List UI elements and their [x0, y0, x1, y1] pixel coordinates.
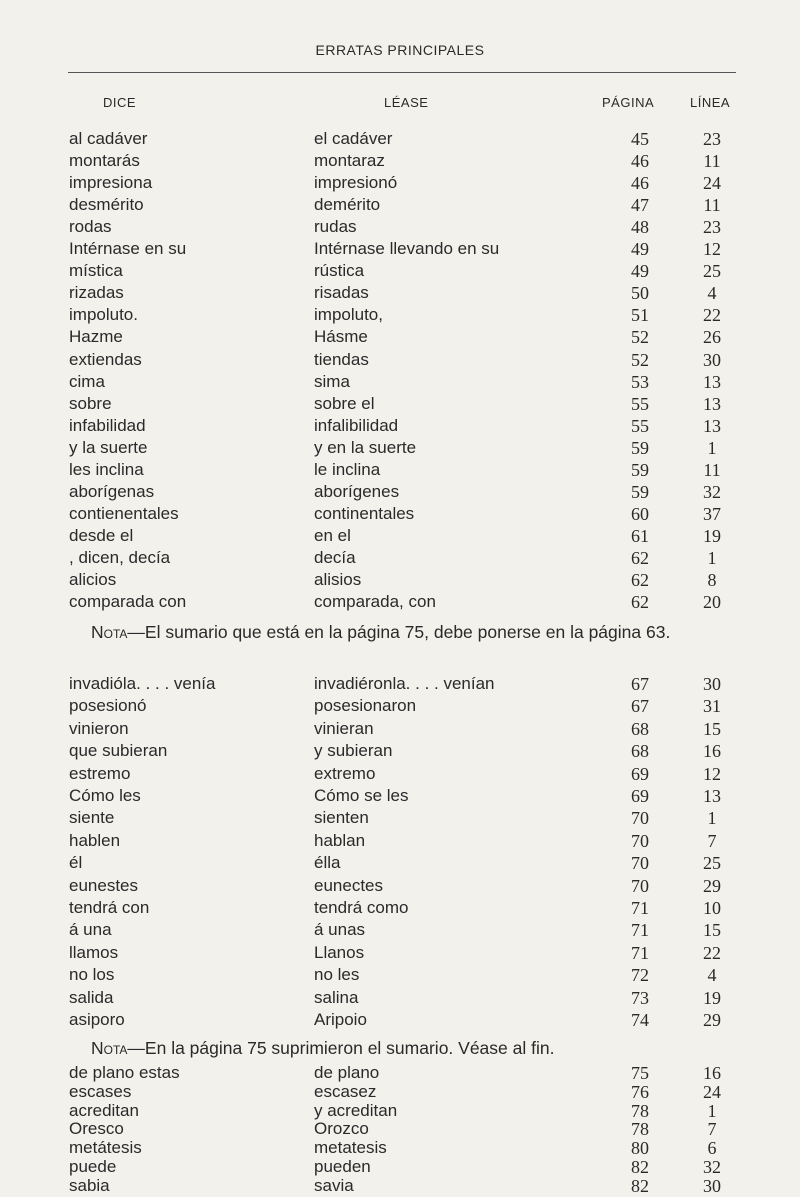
pagina-cell: 73: [631, 987, 649, 1008]
note-label: Nota: [91, 622, 128, 642]
note-text: —En la página 75 suprimieron el sumario. Véase al fin.: [127, 1038, 555, 1058]
dice-cell: infabilidad: [69, 415, 146, 435]
linea-cell: 29: [703, 1010, 721, 1030]
errata-row: [0, 128, 800, 150]
dice-cell: asiporo: [69, 1010, 125, 1029]
lease-cell: sienten: [314, 808, 369, 828]
dice-cell: contienentales: [69, 503, 179, 523]
linea-cell: 31: [703, 696, 721, 717]
errata-row: [0, 807, 800, 829]
linea-cell: 32: [703, 481, 721, 502]
dice-cell: Cómo les: [69, 786, 141, 805]
linea-cell: 13: [703, 393, 721, 414]
lease-cell: tiendas: [314, 349, 369, 369]
lease-cell: salina: [314, 987, 359, 1007]
pagina-cell: 74: [631, 1010, 649, 1030]
linea-cell: 29: [703, 875, 721, 896]
dice-cell: salida: [69, 987, 114, 1007]
pagina-cell: 82: [631, 1175, 649, 1196]
errata-row: [0, 897, 800, 919]
errata-row: [0, 216, 800, 238]
header-rule: [68, 72, 736, 73]
dice-cell: desmérito: [69, 195, 144, 215]
pagina-cell: 46: [631, 151, 649, 172]
note-label: Nota: [91, 1038, 128, 1058]
errata-row: [0, 238, 800, 260]
linea-cell: 30: [703, 349, 721, 370]
pagina-cell: 78: [631, 1119, 649, 1140]
errata-row: [0, 437, 800, 459]
lease-cell: montaraz: [314, 151, 385, 171]
linea-cell: 11: [703, 195, 721, 216]
errata-row: [0, 326, 800, 348]
errata-row: [0, 875, 800, 897]
dice-cell: tendrá con: [69, 898, 150, 917]
linea-cell: 24: [703, 173, 721, 194]
lease-cell: de plano: [314, 1063, 380, 1082]
lease-cell: vinieran: [314, 718, 374, 738]
pagina-cell: 80: [631, 1138, 649, 1159]
pagina-cell: 61: [631, 525, 649, 546]
dice-cell: que subieran: [69, 741, 168, 761]
errata-row: [0, 150, 800, 172]
pagina-cell: 48: [631, 217, 649, 238]
lease-cell: risadas: [314, 283, 369, 303]
dice-cell: impoluto.: [69, 305, 138, 325]
lease-cell: le inclina: [314, 459, 381, 479]
dice-cell: alicios: [69, 570, 117, 589]
lease-cell: rústica: [314, 261, 365, 281]
lease-cell: rudas: [314, 217, 357, 237]
note-2: [69, 1036, 741, 1060]
lease-cell: demérito: [314, 195, 381, 215]
lease-cell: sima: [314, 371, 350, 391]
pagina-cell: 69: [631, 763, 649, 784]
linea-cell: 37: [703, 503, 721, 524]
linea-cell: 1: [707, 437, 717, 458]
dice-cell: mística: [69, 261, 123, 281]
dice-cell: estremo: [69, 763, 131, 783]
dice-cell: á una: [69, 920, 112, 940]
column-header-pagina: PÁGINA: [602, 95, 655, 110]
lease-cell: élla: [314, 853, 341, 873]
lease-cell: infalibilidad: [314, 415, 399, 435]
errata-row: [0, 459, 800, 481]
pagina-cell: 46: [631, 173, 649, 194]
dice-cell: sobre: [69, 393, 112, 413]
errata-row: [0, 942, 800, 964]
note-text: —El sumario que está en la página 75, debe ponerse en la página 63.: [127, 622, 671, 642]
dice-cell: rizadas: [69, 283, 124, 303]
lease-cell: y subieran: [314, 741, 393, 761]
lease-cell: el cadáver: [314, 129, 393, 148]
lease-cell: Cómo se les: [314, 786, 409, 805]
errata-row: [0, 393, 800, 415]
linea-cell: 6: [707, 1138, 717, 1159]
dice-cell: de plano estas: [69, 1063, 180, 1082]
pagina-cell: 62: [631, 547, 649, 568]
linea-cell: 24: [703, 1081, 721, 1102]
pagina-cell: 76: [631, 1081, 649, 1102]
pagina-cell: 68: [631, 741, 649, 762]
lease-cell: escasez: [314, 1081, 377, 1101]
errata-row: [0, 371, 800, 393]
dice-cell: les inclina: [69, 459, 144, 479]
errata-row: [0, 569, 800, 591]
dice-cell: al cadáver: [69, 129, 148, 148]
linea-cell: 12: [703, 763, 721, 784]
dice-cell: eunestes: [69, 875, 138, 895]
errata-row: [0, 304, 800, 326]
linea-cell: 13: [703, 786, 721, 806]
errata-row: [0, 785, 800, 807]
errata-row: [0, 763, 800, 785]
pagina-cell: 67: [631, 674, 649, 694]
errata-row: [0, 852, 800, 874]
errata-row: [0, 987, 800, 1009]
linea-cell: 20: [703, 592, 721, 613]
dice-cell: él: [69, 853, 83, 873]
dice-cell: hablen: [69, 830, 121, 850]
linea-cell: 11: [703, 151, 721, 172]
linea-cell: 32: [703, 1157, 721, 1177]
pagina-cell: 71: [631, 898, 649, 918]
lease-cell: hablan: [314, 830, 366, 850]
pagina-cell: 49: [631, 261, 649, 282]
linea-cell: 30: [703, 1175, 721, 1196]
pagina-cell: 78: [631, 1100, 649, 1121]
linea-cell: 10: [703, 898, 721, 918]
pagina-cell: 60: [631, 503, 649, 524]
linea-cell: 25: [703, 261, 721, 282]
errata-row: [0, 481, 800, 503]
column-header-lease: LÉASE: [384, 95, 429, 110]
linea-cell: 26: [703, 327, 721, 348]
pagina-cell: 51: [631, 305, 649, 326]
linea-cell: 25: [703, 853, 721, 874]
dice-cell: Hazme: [69, 327, 123, 347]
linea-cell: 16: [703, 1063, 721, 1083]
errata-row: [0, 547, 800, 569]
lease-cell: Aripoio: [314, 1010, 367, 1029]
errata-row: [0, 740, 800, 762]
lease-cell: eunectes: [314, 875, 383, 895]
errata-row: [0, 415, 800, 437]
pagina-cell: 59: [631, 437, 649, 458]
linea-cell: 15: [703, 718, 721, 739]
lease-cell: posesionaron: [314, 696, 417, 716]
pagina-cell: 67: [631, 696, 649, 717]
pagina-cell: 59: [631, 481, 649, 502]
errata-row: [0, 194, 800, 216]
dice-cell: escases: [69, 1081, 132, 1101]
pagina-cell: 75: [631, 1063, 649, 1083]
dice-cell: siente: [69, 808, 115, 828]
errata-row: [0, 172, 800, 194]
pagina-cell: 53: [631, 371, 649, 392]
linea-cell: 13: [703, 415, 721, 436]
linea-cell: 13: [703, 371, 721, 392]
lease-cell: extremo: [314, 763, 376, 783]
lease-cell: continentales: [314, 503, 415, 523]
pagina-cell: 50: [631, 283, 649, 304]
linea-cell: 4: [707, 283, 717, 304]
pagina-cell: 59: [631, 459, 649, 480]
dice-cell: no los: [69, 965, 115, 985]
errata-row: [0, 830, 800, 852]
dice-cell: impresiona: [69, 173, 153, 193]
lease-cell: Llanos: [314, 942, 365, 962]
errata-row: [0, 591, 800, 613]
dice-cell: puede: [69, 1157, 117, 1176]
lease-cell: invadiéronla. . . . venían: [314, 674, 495, 693]
lease-cell: Orozco: [314, 1119, 369, 1139]
linea-cell: 22: [703, 305, 721, 326]
linea-cell: 23: [703, 217, 721, 238]
errata-row: [0, 349, 800, 371]
lease-cell: á unas: [314, 920, 366, 940]
errata-row: [0, 718, 800, 740]
dice-cell: sabia: [69, 1175, 110, 1195]
errata-row: [0, 282, 800, 304]
pagina-cell: 70: [631, 808, 649, 829]
lease-cell: Hásme: [314, 327, 368, 347]
linea-cell: 1: [707, 808, 717, 829]
lease-cell: sobre el: [314, 393, 375, 413]
pagina-cell: 70: [631, 875, 649, 896]
dice-cell: comparada con: [69, 592, 187, 612]
lease-cell: y en la suerte: [314, 437, 417, 457]
lease-cell: Intérnase llevando en su: [314, 239, 500, 259]
lease-cell: pueden: [314, 1157, 371, 1176]
linea-cell: 8: [707, 570, 717, 590]
dice-cell: , dicen, decía: [69, 547, 171, 567]
pagina-cell: 47: [631, 195, 649, 216]
dice-cell: rodas: [69, 217, 112, 237]
lease-cell: metatesis: [314, 1138, 387, 1158]
linea-cell: 1: [707, 547, 717, 568]
linea-cell: 15: [703, 920, 721, 941]
dice-cell: cima: [69, 371, 105, 391]
lease-cell: aborígenes: [314, 481, 400, 501]
lease-cell: savia: [314, 1175, 354, 1195]
dice-cell: montarás: [69, 151, 140, 171]
errata-row: [0, 964, 800, 986]
dice-cell: invadióla. . . . venía: [69, 674, 216, 693]
linea-cell: 7: [707, 1119, 717, 1140]
dice-cell: Oresco: [69, 1119, 124, 1139]
pagina-cell: 68: [631, 718, 649, 739]
linea-cell: 16: [703, 741, 721, 762]
pagina-cell: 62: [631, 592, 649, 613]
linea-cell: 1: [707, 1100, 717, 1121]
dice-cell: Intérnase en su: [69, 239, 187, 259]
pagina-cell: 55: [631, 393, 649, 414]
linea-cell: 4: [707, 965, 717, 986]
pagina-cell: 69: [631, 786, 649, 806]
errata-row: [0, 260, 800, 282]
errata-row: [0, 1009, 800, 1031]
pagina-cell: 52: [631, 349, 649, 370]
pagina-cell: 70: [631, 830, 649, 851]
pagina-cell: 71: [631, 942, 649, 963]
pagina-cell: 82: [631, 1157, 649, 1177]
lease-cell: y acreditan: [314, 1100, 398, 1120]
lease-cell: tendrá como: [314, 898, 409, 917]
dice-cell: aborígenas: [69, 481, 155, 501]
column-header-dice: DICE: [103, 95, 137, 110]
pagina-cell: 55: [631, 415, 649, 436]
linea-cell: 7: [707, 830, 717, 851]
linea-cell: 23: [703, 129, 721, 149]
lease-cell: decía: [314, 547, 356, 567]
column-header-linea: LÍNEA: [690, 95, 731, 110]
linea-cell: 19: [703, 987, 721, 1008]
pagina-cell: 72: [631, 965, 649, 986]
pagina-cell: 70: [631, 853, 649, 874]
linea-cell: 11: [703, 459, 721, 480]
dice-cell: y la suerte: [69, 437, 148, 457]
pagina-cell: 52: [631, 327, 649, 348]
errata-row: [0, 503, 800, 525]
page-header: ERRATAS PRINCIPALES: [315, 42, 485, 58]
pagina-cell: 49: [631, 239, 649, 260]
pagina-cell: 62: [631, 570, 649, 590]
lease-cell: comparada, con: [314, 592, 436, 612]
errata-row: [0, 919, 800, 941]
note-1: [69, 620, 741, 644]
pagina-cell: 45: [631, 129, 649, 149]
lease-cell: impoluto,: [314, 305, 383, 325]
linea-cell: 22: [703, 942, 721, 963]
dice-cell: extiendas: [69, 349, 142, 369]
dice-cell: desde el: [69, 525, 134, 545]
linea-cell: 30: [703, 674, 721, 694]
dice-cell: posesionó: [69, 696, 147, 716]
dice-cell: metátesis: [69, 1138, 142, 1158]
errata-row: [0, 673, 800, 695]
lease-cell: en el: [314, 525, 351, 545]
lease-cell: no les: [314, 965, 360, 985]
errata-row: [0, 695, 800, 717]
lease-cell: impresionó: [314, 173, 398, 193]
pagina-cell: 71: [631, 920, 649, 941]
dice-cell: llamos: [69, 942, 119, 962]
dice-cell: vinieron: [69, 718, 129, 738]
dice-cell: acreditan: [69, 1100, 139, 1120]
lease-cell: alisios: [314, 570, 362, 589]
linea-cell: 12: [703, 239, 721, 260]
errata-row: [0, 1175, 800, 1197]
linea-cell: 19: [703, 525, 721, 546]
errata-row: [0, 525, 800, 547]
